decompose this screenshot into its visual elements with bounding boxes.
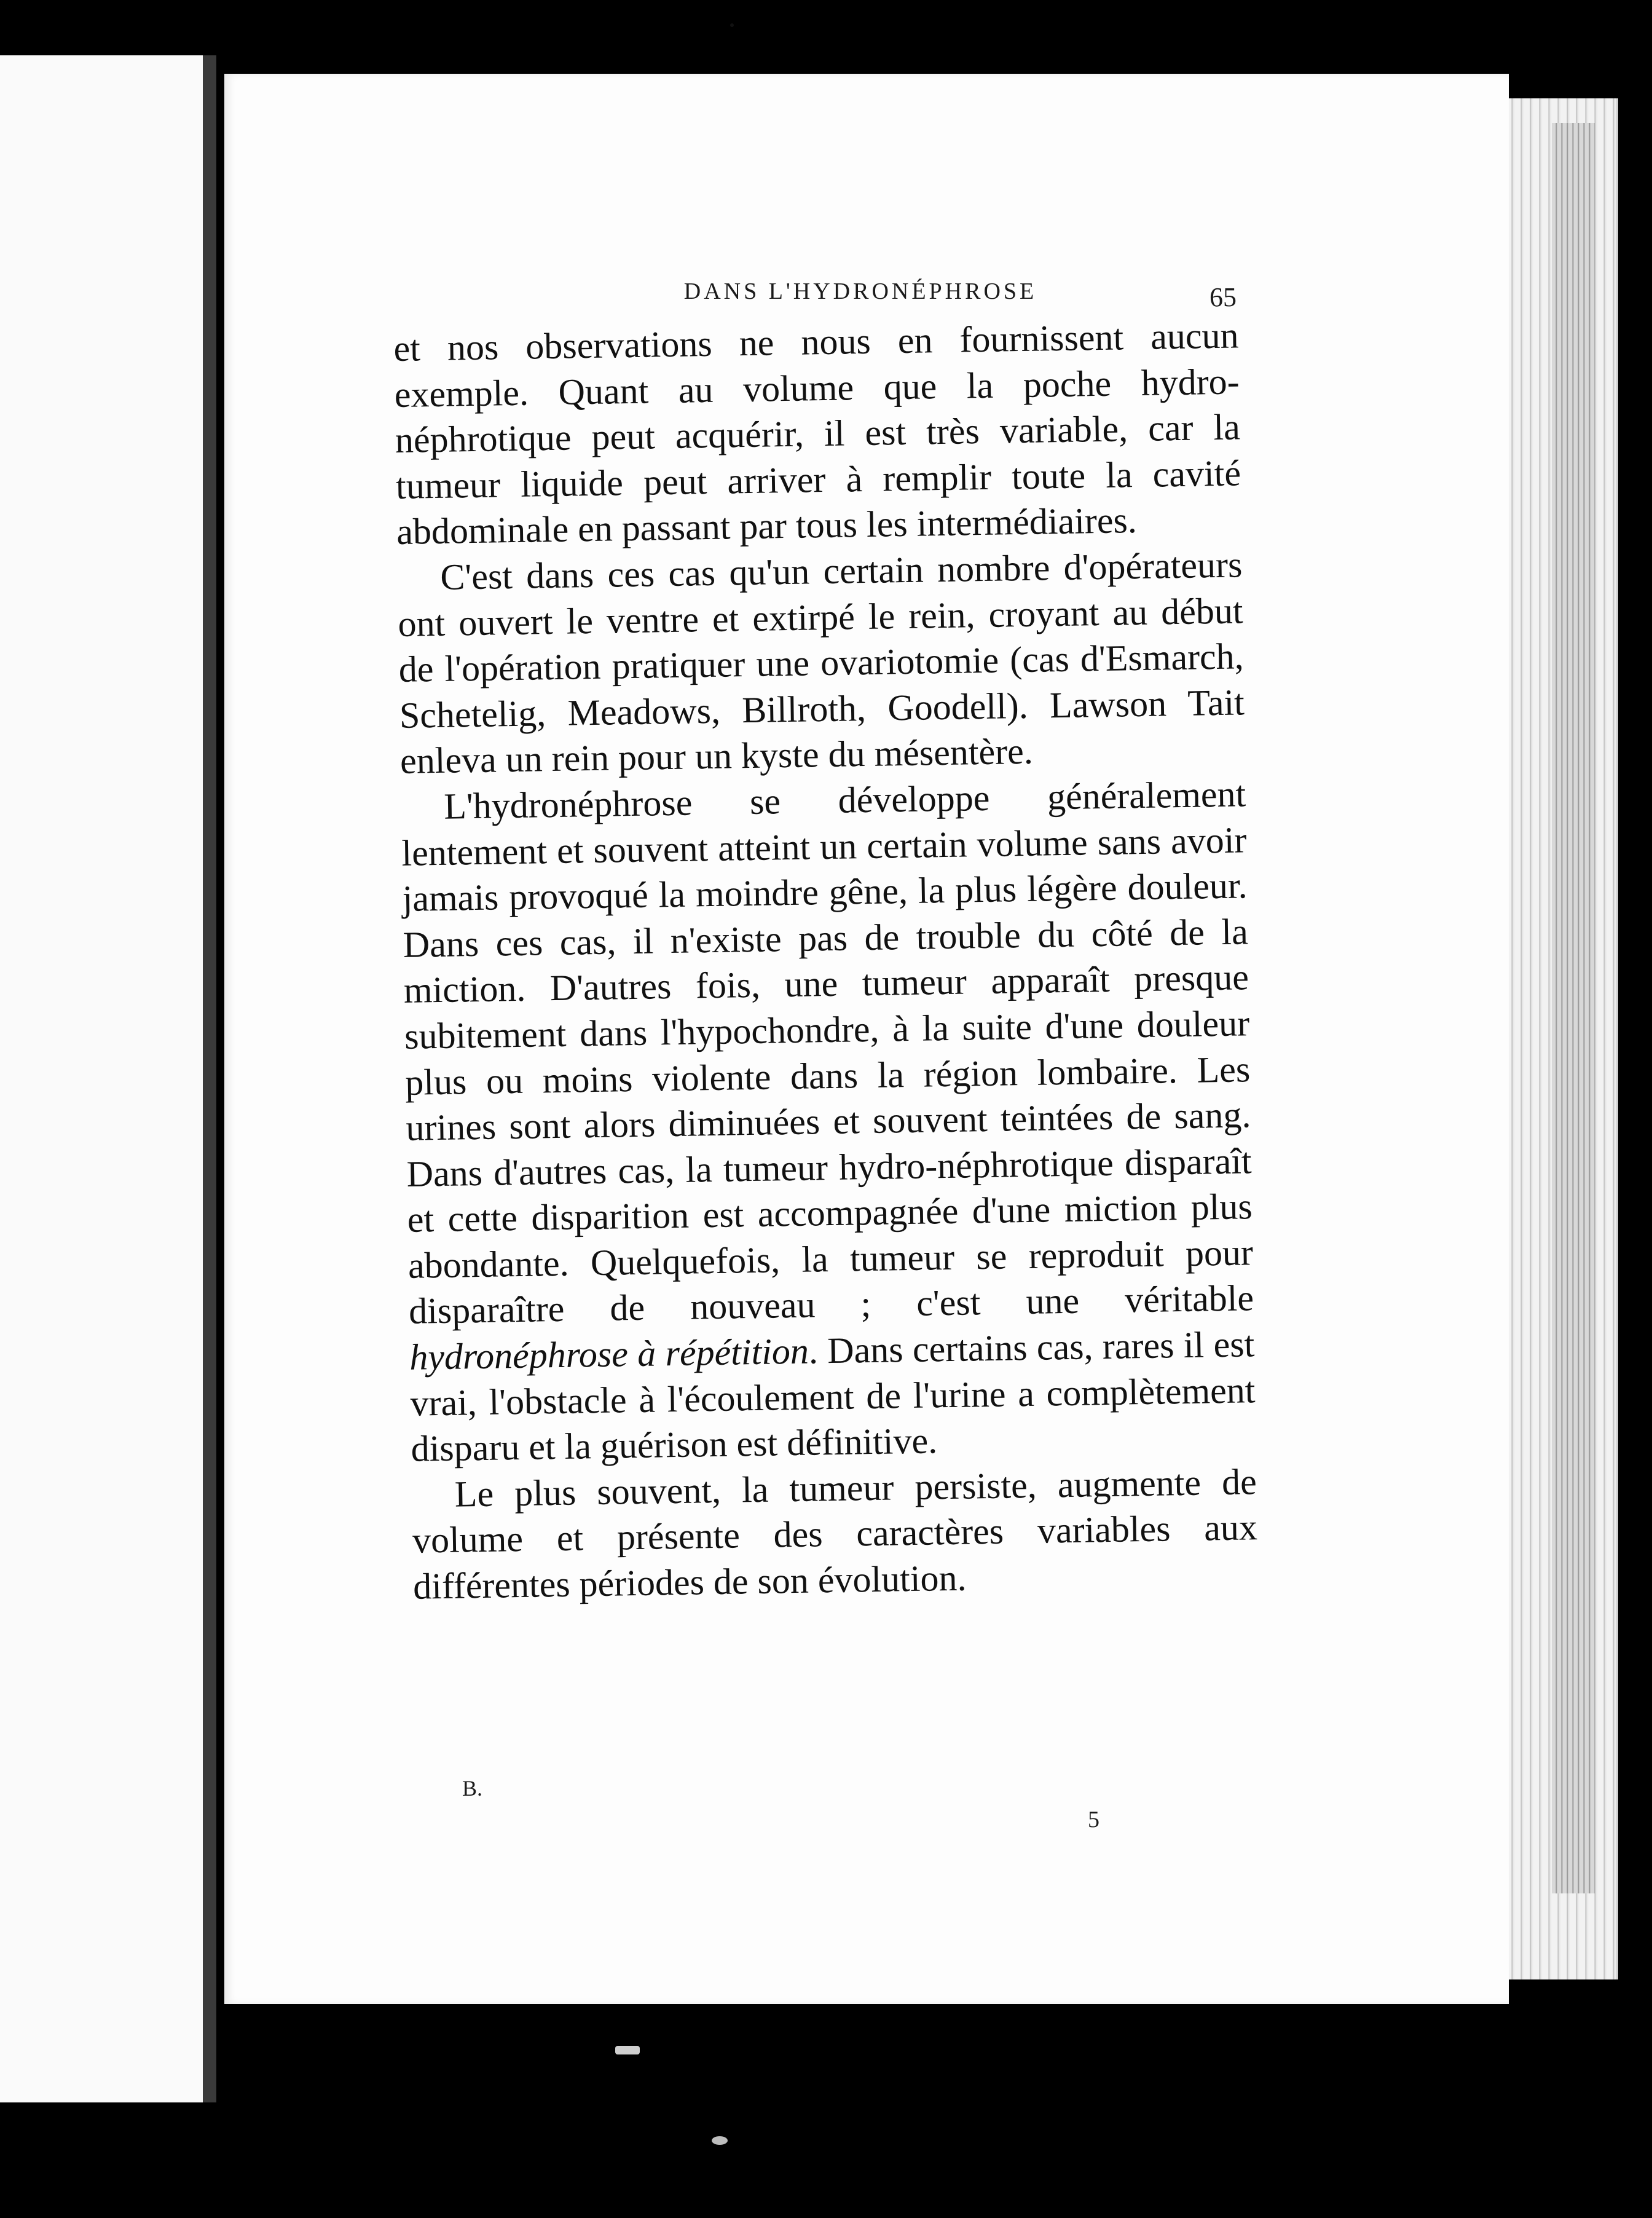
text-segment: L'hydronéphrose se développe généralement lentement et souvent atteint un certain volume sans avoir jamais provoqué la moindre gêne, la plus légère douleur. Dans ces cas, il n'existe pas de trouble du côté de la miction. D'autres fois, une tumeur apparaît presque subitement dans l'hypochondre, à la suite d'une douleur plus ou moins violente dans la région lombaire. Les urines sont alors diminuées et souvent teintées de sang. Dans d'autres cas, la tumeur hydro-néphrotique disparaît et cette disparition est accompagnée d'une miction plus abondante. Quelquefois, la tumeur se reproduit pour disparaître de nouveau ; c'est une véritable [401,773,1254,1332]
scan-speck [615,2046,640,2054]
running-head: DANS L'HYDRONÉPHROSE [683,278,1037,304]
page-stack-outer-edge [1552,123,1595,1893]
signature-letter: B. [462,1776,483,1801]
paragraph [397,542,1246,784]
text-segment: C'est dans ces cas qu'un certain nombre d'opérateurs ont ouvert le ventre et extirpé le rein, croyant au début de l'opération pratiquer une ovariotomie (cas d'Esmarch, Schetelig, Meadows, Billroth, Goodell). Lawson Tait enleva un rein pour un kyste du mésentère. [398,544,1245,782]
text-segment: et nos observations ne nous en fournissent aucun exemple. Quant au volume que la poche hydro-néphrotique peut acquérir, il est très variable, car la tumeur liquide peut arriver à remplir toute la cavité abdominale en passant par tous les intermédiaires. [393,315,1241,553]
italic-term: hydronéphrose à répétition [409,1330,809,1378]
scan-speck [730,23,734,27]
signature-number: 5 [1088,1807,1099,1833]
paragraph [401,771,1256,1472]
text-segment: . Dans certains cas, rares il est vrai, l'obstacle à l'écoulement de l'urine a complètement disparu et la guérison est définitive. [410,1324,1256,1470]
page-number: 65 [1210,282,1237,312]
scan-speck [712,2136,728,2145]
paragraph [393,312,1242,555]
facing-page-edge [0,55,216,2102]
text-segment: Le plus souvent, la tumeur persiste, augmente de volume et présente des caractères variables aux différentes périodes de son évolution. [412,1461,1258,1607]
body-text [393,312,1259,1609]
paragraph [411,1459,1258,1609]
